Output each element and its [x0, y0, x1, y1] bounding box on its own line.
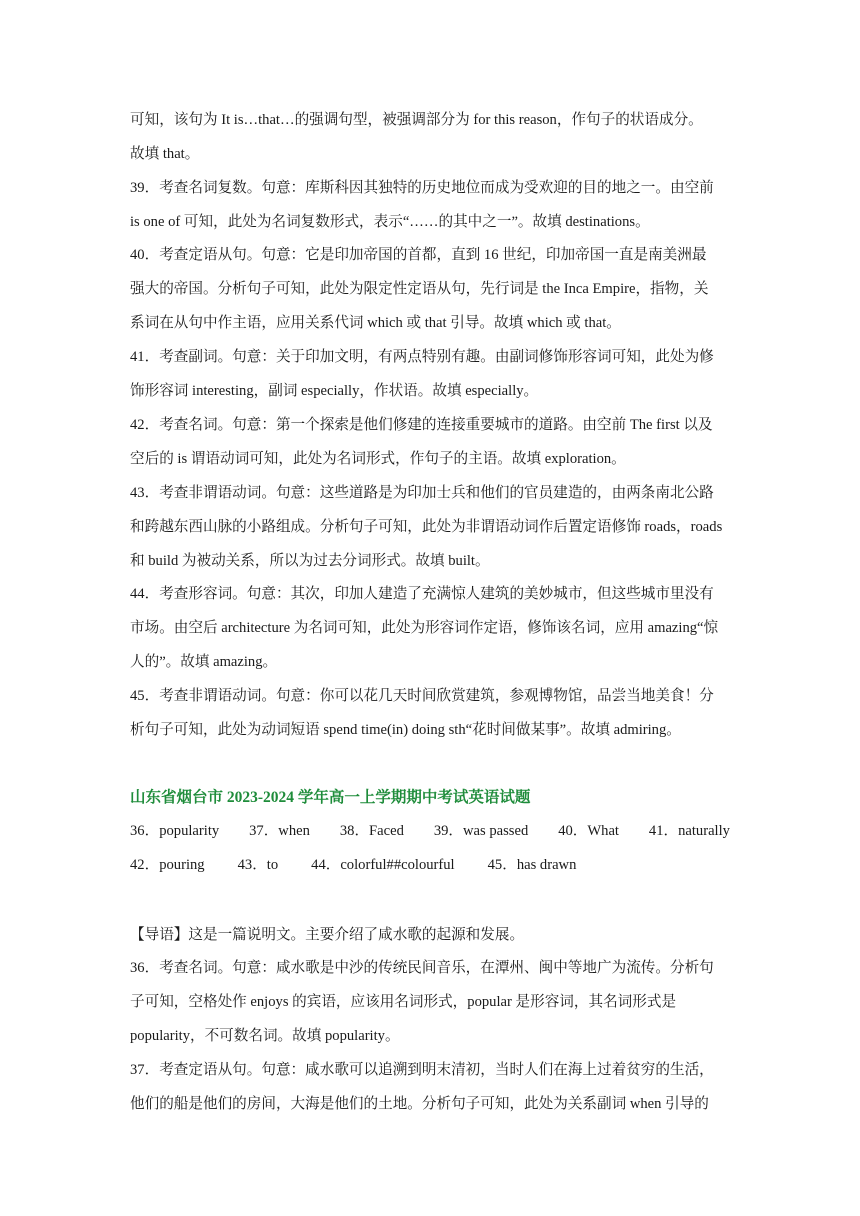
- answer-key-row: [130, 821, 730, 841]
- section-heading: 山东省烟台市 2023-2024 学年高一上学期期中考试英语试题: [130, 789, 531, 806]
- answer-item: 40．What: [558, 823, 619, 839]
- answer-item: 38．Faced: [339, 823, 404, 839]
- text-line: 可知，该句为 It is…that…的强调句型，被强调部分为 for this reason，作句子的状语成分。: [130, 112, 703, 128]
- text-line: 39．考查名词复数。句意：库斯科因其独特的历史地位而成为受欢迎的目的地之一。由空前: [130, 180, 714, 196]
- text-line: 子可知，空格处作 enjoys 的宾语，应该用名词形式，popular 是形容词，其名词形式是: [130, 994, 677, 1010]
- text-line: 市场。由空后 architecture 为名词可知，此处为形容词作定语，修饰该名词，应用 amazing“惊: [130, 620, 719, 636]
- answer-item: 44．colorful##colourful: [311, 857, 455, 873]
- text-line: 45．考查非谓语动词。句意：你可以花几天时间欣赏建筑，参观博物馆，品尝当地美食！分: [130, 688, 714, 704]
- text-line: 44．考查形容词。句意：其次，印加人建造了充满惊人建筑的美妙城市，但这些城市里没有: [130, 586, 714, 602]
- answer-key-row: [130, 855, 730, 875]
- text-line: 和跨越东西山脉的小路组成。分析句子可知，此处为非谓语动词作后置定语修饰 roads，roads: [130, 519, 723, 535]
- answer-item: 45．has drawn: [487, 857, 577, 873]
- text-line: 人的”。故填 amazing。: [130, 654, 278, 670]
- text-line: 41．考查副词。句意：关于印加文明，有两点特别有趣。由副词修饰形容词可知，此处为修: [130, 349, 714, 365]
- text-line: 系词在从句中作主语，应用关系代词 which 或 that 引导。故填 which 或 that。: [130, 315, 621, 331]
- answer-item: 37．when: [249, 823, 310, 839]
- answer-item: 41．naturally: [648, 823, 730, 839]
- text-line: 36．考查名词。句意：咸水歌是中沙的传统民间音乐，在潭州、闽中等地广为流传。分析句: [130, 960, 714, 976]
- text-line: 和 build 为被动关系，所以为过去分词形式。故填 built。: [130, 553, 490, 569]
- text-line: 42．考查名词。句意：第一个探索是他们修建的连接重要城市的道路。由空前 The first 以及: [130, 417, 713, 433]
- text-line: 43．考查非谓语动词。句意：这些道路是为印加士兵和他们的官员建造的，由两条南北公路: [130, 485, 714, 501]
- text-line: 空后的 is 谓语动词可知，此处为名词形式，作句子的主语。故填 exploration。: [130, 451, 626, 467]
- text-line: 故填 that。: [130, 146, 200, 162]
- answer-item: 43．to: [237, 857, 279, 873]
- text-line: 37．考查定语从句。句意：咸水歌可以追溯到明末清初，当时人们在海上过着贫穷的生活，: [130, 1062, 714, 1078]
- answer-item: 36．popularity: [130, 823, 220, 839]
- text-line: 强大的帝国。分析句子可知，此处为限定性定语从句，先行词是 the Inca Empire，指物，关: [130, 281, 709, 297]
- text-line: 饰形容词 interesting，副词 especially，作状语。故填 especially。: [130, 383, 539, 399]
- answer-item: 42．pouring: [130, 857, 205, 873]
- text-line: 他们的船是他们的房间，大海是他们的土地。分析句子可知，此处为关系副词 when 引导的: [130, 1096, 709, 1112]
- answer-item: 39．was passed: [433, 823, 529, 839]
- text-line: popularity，不可数名词。故填 popularity。: [130, 1028, 400, 1044]
- text-line: 析句子可知，此处为动词短语 spend time(in) doing sth“花时间做某事”。故填 admiring。: [130, 722, 681, 738]
- text-line: 40．考查定语从句。句意：它是印加帝国的首都，直到 16 世纪，印加帝国一直是南美洲最: [130, 247, 707, 263]
- intro-line: 【导语】这是一篇说明文。主要介绍了咸水歌的起源和发展。: [130, 927, 525, 943]
- text-line: is one of 可知，此处为名词复数形式，表示“……的其中之一”。故填 destinations。: [130, 214, 650, 230]
